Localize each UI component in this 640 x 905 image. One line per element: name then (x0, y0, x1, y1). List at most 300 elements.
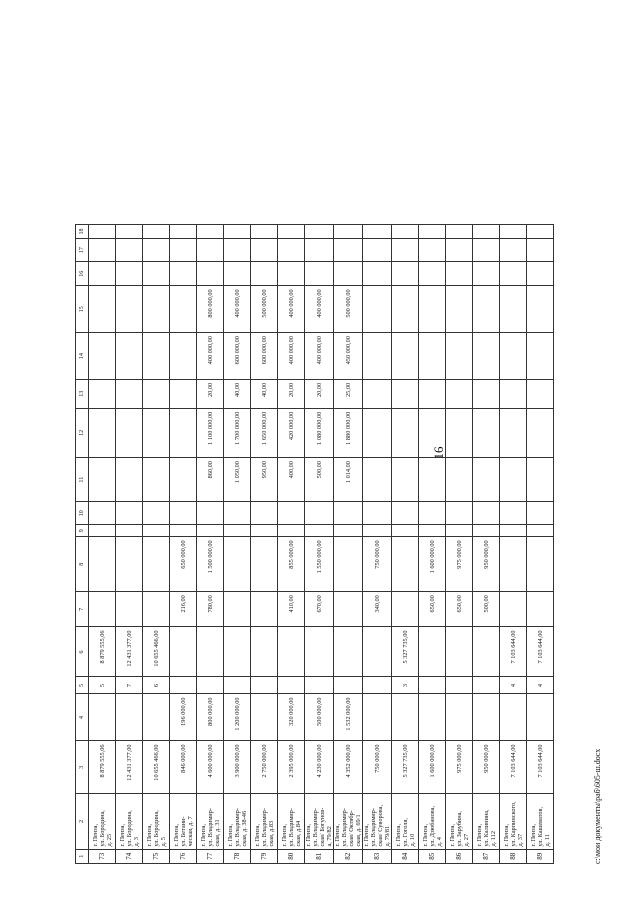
table-row (419, 225, 446, 864)
value-cell: 7 103 644,00 (527, 627, 554, 677)
value-cell: 4 600 000,00 (197, 741, 224, 794)
value-cell (419, 262, 446, 286)
value-cell: 975 000,00 (446, 537, 473, 592)
data-table (75, 224, 554, 864)
value-cell (305, 525, 334, 537)
value-cell (500, 262, 527, 286)
value-cell (224, 502, 251, 525)
value-cell (500, 379, 527, 408)
value-cell (116, 239, 143, 262)
value-cell (116, 408, 143, 457)
value-cell (334, 677, 363, 694)
value-cell (363, 225, 392, 239)
value-cell (143, 537, 170, 592)
column-number-cell: 14 (76, 333, 89, 380)
value-cell (446, 458, 473, 502)
value-cell (305, 627, 334, 677)
value-cell: 1 050,00 (224, 458, 251, 502)
value-cell (197, 225, 224, 239)
value-cell (278, 627, 305, 677)
value-cell (224, 239, 251, 262)
value-cell (363, 286, 392, 333)
row-number-cell: 83 (363, 849, 392, 863)
table-row (116, 225, 143, 864)
value-cell (143, 286, 170, 333)
value-cell (419, 333, 446, 380)
value-cell (170, 262, 197, 286)
value-cell (143, 333, 170, 380)
value-cell: 950,00 (251, 458, 278, 502)
value-cell: 340,00 (363, 592, 392, 627)
column-number-cell: 18 (76, 225, 89, 239)
value-cell: 5 (89, 677, 116, 694)
value-cell (170, 379, 197, 408)
table-row (89, 225, 116, 864)
column-number-cell: 12 (76, 408, 89, 457)
value-cell (446, 627, 473, 677)
value-cell (500, 694, 527, 741)
value-cell (473, 525, 500, 537)
value-cell: 1 532 000,00 (334, 694, 363, 741)
value-cell: 1 100 000,00 (197, 408, 224, 457)
value-cell: 1 600 000,00 (419, 537, 446, 592)
value-cell (527, 262, 554, 286)
value-cell (419, 677, 446, 694)
value-cell: 750 000,00 (363, 537, 392, 592)
row-number-cell: 76 (170, 849, 197, 863)
value-cell (116, 537, 143, 592)
value-cell: 2 750 000,00 (251, 741, 278, 794)
value-cell: 500 000,00 (305, 694, 334, 741)
value-cell (143, 225, 170, 239)
value-cell (143, 262, 170, 286)
value-cell (500, 537, 527, 592)
value-cell (392, 333, 419, 380)
value-cell (500, 225, 527, 239)
value-cell (527, 408, 554, 457)
value-cell: 800 000,00 (197, 286, 224, 333)
value-cell (170, 627, 197, 677)
value-cell (278, 225, 305, 239)
value-cell (473, 262, 500, 286)
value-cell (419, 458, 446, 502)
column-number-cell: 8 (76, 537, 89, 592)
value-cell (527, 592, 554, 627)
row-number-cell: 78 (224, 849, 251, 863)
column-number-cell: 11 (76, 458, 89, 502)
value-cell (89, 592, 116, 627)
value-cell (251, 537, 278, 592)
value-cell (473, 333, 500, 380)
value-cell (89, 239, 116, 262)
value-cell (278, 262, 305, 286)
column-number-cell: 5 (76, 677, 89, 694)
column-number-cell: 4 (76, 694, 89, 741)
value-cell (116, 694, 143, 741)
value-cell (89, 408, 116, 457)
value-cell (224, 262, 251, 286)
value-cell: 20,00 (278, 379, 305, 408)
value-cell: 650,00 (419, 592, 446, 627)
value-cell (419, 408, 446, 457)
value-cell (251, 677, 278, 694)
value-cell: 1 200 000,00 (224, 694, 251, 741)
value-cell: 600 000,00 (251, 333, 278, 380)
value-cell (143, 239, 170, 262)
value-cell: 40,00 (224, 379, 251, 408)
table-row (392, 225, 419, 864)
value-cell: 450 000,00 (334, 333, 363, 380)
table-row (500, 225, 527, 864)
value-cell (392, 408, 419, 457)
value-cell (305, 225, 334, 239)
value-cell (446, 379, 473, 408)
value-cell: 7 103 644,00 (500, 627, 527, 677)
value-cell: 216,00 (170, 592, 197, 627)
value-cell: 7 103 644,00 (500, 741, 527, 794)
row-number-cell: 88 (500, 849, 527, 863)
value-cell (500, 458, 527, 502)
address-cell: г. Пенза, ул. Карпинского, д. 37 (500, 794, 527, 849)
value-cell: 196 000,00 (170, 694, 197, 741)
value-cell (392, 525, 419, 537)
value-cell (170, 408, 197, 457)
row-number-cell: 81 (305, 849, 334, 863)
table-row (224, 225, 251, 864)
value-cell: 12 431 377,00 (116, 627, 143, 677)
value-cell (116, 225, 143, 239)
row-number-cell: 89 (527, 849, 554, 863)
value-cell (527, 694, 554, 741)
table-row (278, 225, 305, 864)
value-cell: 1 700 000,00 (224, 408, 251, 457)
value-cell (224, 627, 251, 677)
value-cell (527, 225, 554, 239)
value-cell (419, 694, 446, 741)
address-cell: г. Пенза, ул. Калинина, д. 112 (473, 794, 500, 849)
table-row (527, 225, 554, 864)
column-number-cell: 13 (76, 379, 89, 408)
value-cell (500, 286, 527, 333)
value-cell (527, 286, 554, 333)
value-cell (419, 502, 446, 525)
value-cell (500, 502, 527, 525)
value-cell (116, 286, 143, 333)
row-number-cell: 74 (116, 849, 143, 863)
page-number: 16 (431, 446, 446, 460)
column-number-cell: 6 (76, 627, 89, 677)
value-cell (363, 694, 392, 741)
value-cell: 780,00 (197, 592, 224, 627)
value-cell: 1 600 000,00 (419, 741, 446, 794)
value-cell (446, 239, 473, 262)
value-cell (473, 239, 500, 262)
value-cell (363, 525, 392, 537)
value-cell: 4 (500, 677, 527, 694)
value-cell: 500,00 (473, 592, 500, 627)
column-number-cell: 1 (76, 849, 89, 863)
value-cell (334, 502, 363, 525)
value-cell: 12 431 377,00 (116, 741, 143, 794)
address-cell: г. Пенза, ул. Кашеватов, д. 11 (527, 794, 554, 849)
value-cell (89, 333, 116, 380)
value-cell: 8 879 555,06 (89, 741, 116, 794)
value-cell (251, 262, 278, 286)
value-cell (116, 525, 143, 537)
value-cell (251, 225, 278, 239)
value-cell (197, 262, 224, 286)
value-cell (116, 379, 143, 408)
value-cell (500, 408, 527, 457)
value-cell (473, 502, 500, 525)
value-cell: 500 000,00 (251, 286, 278, 333)
value-cell: 400 000,00 (305, 286, 334, 333)
value-cell (170, 525, 197, 537)
value-cell: 1 080 000,00 (305, 408, 334, 457)
value-cell: 4 352 000,00 (334, 741, 363, 794)
value-cell (89, 502, 116, 525)
value-cell (419, 286, 446, 333)
value-cell (89, 537, 116, 592)
address-cell: г. Пенза, ул. Владимир- ская, д. 31 (197, 794, 224, 849)
value-cell (446, 694, 473, 741)
value-cell (305, 262, 334, 286)
value-cell (500, 592, 527, 627)
value-cell: 40,00 (251, 379, 278, 408)
row-number-cell: 79 (251, 849, 278, 863)
value-cell: 6 (143, 677, 170, 694)
table-row (197, 225, 224, 864)
value-cell (527, 333, 554, 380)
column-number-cell: 10 (76, 502, 89, 525)
value-cell: 975 000,00 (446, 741, 473, 794)
value-cell: 3 900 000,00 (224, 741, 251, 794)
address-cell: г. Пенза, ул. Владимир- ская, д. 38-46 (224, 794, 251, 849)
value-cell (392, 286, 419, 333)
value-cell (116, 502, 143, 525)
value-cell: 400 000,00 (224, 286, 251, 333)
value-cell (334, 592, 363, 627)
value-cell (334, 525, 363, 537)
value-cell: 5 327 735,00 (392, 741, 419, 794)
value-cell (527, 239, 554, 262)
value-cell: 500 000,00 (334, 286, 363, 333)
value-cell (197, 502, 224, 525)
value-cell: 400 000,00 (278, 286, 305, 333)
table-row (251, 225, 278, 864)
value-cell: 950 000,00 (473, 537, 500, 592)
value-cell (334, 262, 363, 286)
value-cell: 1 014,00 (334, 458, 363, 502)
value-cell (89, 525, 116, 537)
value-cell: 500,00 (305, 458, 334, 502)
value-cell (251, 525, 278, 537)
address-cell: г. Пенза, ул. Владимир- ская, д.84 (278, 794, 305, 849)
row-number-cell: 73 (89, 849, 116, 863)
value-cell (170, 502, 197, 525)
value-cell (334, 627, 363, 677)
address-cell: г. Пенза, ул. Бородина, д. 25 (89, 794, 116, 849)
value-cell: 8 879 555,06 (89, 627, 116, 677)
value-cell (392, 537, 419, 592)
row-number-cell: 75 (143, 849, 170, 863)
value-cell (527, 525, 554, 537)
value-cell (392, 239, 419, 262)
value-cell: 1 550 000,00 (305, 537, 334, 592)
row-number-cell: 85 (419, 849, 446, 863)
value-cell (473, 627, 500, 677)
value-cell (278, 502, 305, 525)
value-cell (363, 379, 392, 408)
value-cell (363, 239, 392, 262)
value-cell (392, 592, 419, 627)
value-cell: 846 000,00 (170, 741, 197, 794)
column-number-cell: 9 (76, 525, 89, 537)
value-cell (143, 408, 170, 457)
value-cell (143, 592, 170, 627)
value-cell (224, 592, 251, 627)
table-row (363, 225, 392, 864)
value-cell (143, 525, 170, 537)
value-cell (392, 502, 419, 525)
column-number-cell: 17 (76, 239, 89, 262)
value-cell (89, 225, 116, 239)
value-cell (89, 262, 116, 286)
value-cell (170, 286, 197, 333)
value-cell: 3 (392, 677, 419, 694)
column-number-cell: 3 (76, 741, 89, 794)
value-cell (363, 677, 392, 694)
value-cell (446, 408, 473, 457)
value-cell (305, 677, 334, 694)
value-cell (392, 262, 419, 286)
value-cell (278, 239, 305, 262)
value-cell (419, 225, 446, 239)
value-cell (251, 592, 278, 627)
row-number-cell: 86 (446, 849, 473, 863)
table-row (473, 225, 500, 864)
value-cell (143, 502, 170, 525)
value-cell (334, 225, 363, 239)
value-cell (392, 225, 419, 239)
value-cell: 4 230 000,00 (305, 741, 334, 794)
table-row (305, 225, 334, 864)
value-cell (500, 333, 527, 380)
row-number-cell: 82 (334, 849, 363, 863)
table-row (446, 225, 473, 864)
value-cell (363, 408, 392, 457)
value-cell (446, 286, 473, 333)
footer-file-path: c:\мои документы\раб\605-ш.docx (593, 748, 602, 864)
value-cell: 1 650 000,00 (251, 408, 278, 457)
row-number-cell: 80 (278, 849, 305, 863)
column-number-row (76, 225, 89, 864)
value-cell (363, 458, 392, 502)
address-cell: г. Пенза, ул. Гоголя, д. 10 (392, 794, 419, 849)
value-cell (143, 458, 170, 502)
value-cell (251, 239, 278, 262)
table-row (170, 225, 197, 864)
value-cell (278, 525, 305, 537)
value-cell (170, 677, 197, 694)
value-cell (419, 525, 446, 537)
value-cell (143, 379, 170, 408)
table-row (334, 225, 363, 864)
value-cell: 7 103 644,00 (527, 741, 554, 794)
value-cell (363, 262, 392, 286)
value-cell: 5 327 735,00 (392, 627, 419, 677)
address-cell: г. Пенза, ул. Зарубина, д. 27 (446, 794, 473, 849)
value-cell: 400 000,00 (278, 333, 305, 380)
value-cell (527, 379, 554, 408)
value-cell (446, 677, 473, 694)
address-cell: г. Пенза, ул. Бородина, д. 5 (143, 794, 170, 849)
value-cell (197, 525, 224, 537)
column-number-cell: 15 (76, 286, 89, 333)
value-cell (170, 458, 197, 502)
value-cell (473, 225, 500, 239)
value-cell (224, 537, 251, 592)
value-cell (500, 239, 527, 262)
value-cell (305, 502, 334, 525)
column-number-cell: 16 (76, 262, 89, 286)
value-cell (392, 379, 419, 408)
value-cell (446, 502, 473, 525)
value-cell (143, 694, 170, 741)
value-cell (305, 239, 334, 262)
value-cell (473, 694, 500, 741)
value-cell: 600 000,00 (224, 333, 251, 380)
value-cell: 950 000,00 (473, 741, 500, 794)
row-number-cell: 87 (473, 849, 500, 863)
value-cell (363, 627, 392, 677)
value-cell (473, 408, 500, 457)
value-cell: 400 000,00 (197, 333, 224, 380)
value-cell (473, 286, 500, 333)
value-cell (500, 525, 527, 537)
value-cell (446, 333, 473, 380)
value-cell: 10 655 466,00 (143, 627, 170, 677)
value-cell: 7 (116, 677, 143, 694)
address-cell: г. Пенза, ул. Владимир- ская/ Богунов- а, 79/82 (305, 794, 334, 849)
value-cell (446, 525, 473, 537)
value-cell: 4 (527, 677, 554, 694)
address-cell: г. Пенза, ул. Владимир- ская/ Октябр- ская, д. 69/1 (334, 794, 363, 849)
value-cell (170, 225, 197, 239)
value-cell (170, 239, 197, 262)
value-cell: 420 000,00 (278, 408, 305, 457)
value-cell: 1 500 000,00 (197, 537, 224, 592)
row-number-cell: 77 (197, 849, 224, 863)
value-cell (392, 458, 419, 502)
value-cell (89, 694, 116, 741)
value-cell (527, 537, 554, 592)
value-cell: 20,00 (197, 379, 224, 408)
value-cell: 10 655 466,00 (143, 741, 170, 794)
address-cell: г. Пенза, ул. Дзюбанова, д. 4 (419, 794, 446, 849)
value-cell (527, 458, 554, 502)
address-cell: г. Пенза, ул. Владимир- ская, д.83 (251, 794, 278, 849)
value-cell: 670,00 (305, 592, 334, 627)
value-cell (473, 458, 500, 502)
value-cell (197, 627, 224, 677)
value-cell (419, 379, 446, 408)
address-cell: г. Пенза, ул. Бородина, д. 3 (116, 794, 143, 849)
value-cell (89, 286, 116, 333)
value-cell (473, 677, 500, 694)
value-cell: 400 000,00 (305, 333, 334, 380)
value-cell (116, 333, 143, 380)
